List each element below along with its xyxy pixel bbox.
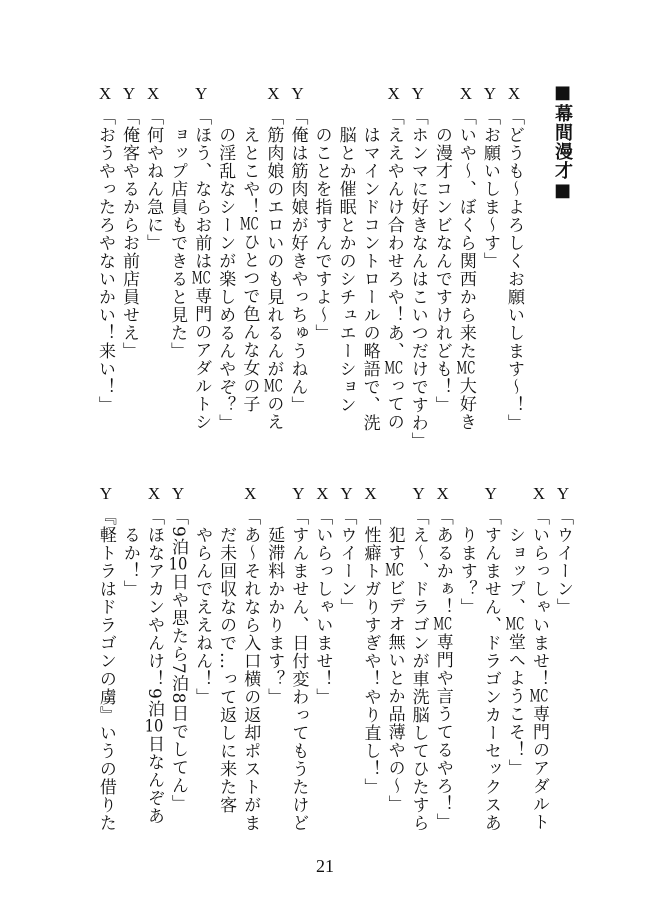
speaker-label: X: [364, 484, 377, 503]
dialogue-text: 「どうも〜よろしくお願いします〜！」: [504, 108, 524, 432]
page-number: 21: [316, 856, 334, 876]
dialogue-text: 脳とか催眠とかのシチュエーション: [335, 126, 356, 414]
dialogue-text: 「いや〜、ぼくら関西から来たMC大好き: [455, 108, 476, 431]
dialogue-text: 「ほなアカンやんけ！9泊10日なんぞあ: [143, 508, 164, 825]
dialogue-text: 「俺は筋肉娘が好きやっちゅうねん」: [287, 108, 308, 414]
dialogue-text: 「ホンマに好きなんはこいつだけですわ」: [407, 108, 428, 450]
dialogue-text: ります？」: [456, 526, 477, 616]
dialogue-text: 「お願いしま〜す」: [479, 108, 500, 270]
section-heading: ■幕間漫才■: [552, 82, 573, 202]
speaker-label: X: [267, 84, 280, 103]
dialogue-text: だ未回収なので…って返しに来た客: [216, 526, 237, 814]
dialogue-text: はマインドコントロールの略語で、洗: [359, 126, 380, 432]
speaker-label: X: [387, 84, 400, 103]
dialogue-text: の漫才コンビなんですけれども！」: [431, 126, 452, 414]
speaker-label: Y: [292, 484, 305, 503]
dialogue-text: 「え〜、ドラゴンが車洗脳してひたすら: [408, 508, 429, 832]
dialogue-text: るか！」: [119, 526, 140, 598]
dialogue-text: 「おうやったろやないかい！来い！」: [94, 108, 115, 414]
dialogue-text: のことを指すんですよ〜」: [311, 126, 332, 342]
dialogue-text: 犯すMCビデオ無いとか品薄やの〜」: [384, 526, 405, 813]
dialogue-text: やらんでええねん！」: [192, 526, 213, 706]
speaker-label: Y: [556, 484, 570, 503]
speaker-label: Y: [291, 84, 304, 103]
dialogue-text: 「ほう、ならお前はMC専門のアダルトシ: [191, 108, 212, 431]
speaker-label: Y: [484, 484, 497, 503]
dialogue-text: 延滞料かかります？」: [264, 526, 285, 706]
speaker-label: X: [532, 484, 546, 503]
speaker-label: X: [436, 484, 449, 503]
dialogue-text: 「いらっしゃいませ！MC専門のアダルト: [528, 508, 549, 831]
dialogue-text: 「あるかぁ！MC専門や言うてるやろ！」: [432, 508, 453, 831]
dialogue-text: 「9泊10日や思たら7泊8日でしてん」: [168, 508, 189, 813]
speaker-label: Y: [483, 84, 497, 103]
speaker-label: Y: [412, 484, 425, 503]
speaker-label: X: [147, 484, 161, 503]
dialogue-text: の淫乱なシーンが楽しめるんやぞ？」: [215, 126, 236, 432]
dialogue-text: えとこや！MCひとつで色んな女の子: [239, 126, 260, 413]
dialogue-text: 「何やねん急に」: [143, 108, 164, 252]
speaker-label: X: [507, 84, 521, 103]
speaker-label: X: [98, 84, 112, 103]
dialogue-text: 「あ〜それなら入口横の返却ポストがま: [240, 508, 261, 832]
dialogue-text: ョップ店員もできると見た」: [167, 126, 188, 360]
speaker-label: Y: [122, 84, 136, 103]
dialogue-text: 「筋肉娘のエロいのも見れるんがMCのえ: [263, 108, 284, 431]
speaker-label: X: [316, 484, 329, 503]
dialogue-text: 「性癖トガりすぎや！やり直し！」: [360, 508, 381, 796]
dialogue-text: 「すんません、日付変わってもうたけど: [288, 508, 309, 832]
dialogue-text: 「俺客やるからお前店員せえ」: [119, 108, 140, 360]
speaker-label: X: [146, 84, 160, 103]
speaker-label: Y: [340, 484, 353, 503]
speaker-label: X: [459, 84, 473, 103]
dialogue-text: 「ええやんけ合わせろや！あ、MCっての: [383, 108, 404, 431]
dialogue-text: 「すんません、ドラゴンカーセックスあ: [480, 508, 501, 832]
speaker-label: Y: [171, 484, 185, 503]
speaker-label: Y: [195, 84, 208, 103]
dialogue-text: 「いらっしゃいませ！」: [312, 508, 333, 706]
speaker-label: Y: [99, 484, 112, 503]
speaker-label: Y: [411, 84, 424, 103]
dialogue-text: 「ウイーン」: [336, 508, 357, 616]
dialogue-text: 『軽トラはドラゴンの虜』いうの借りた: [95, 508, 116, 832]
speaker-label: X: [244, 484, 257, 503]
dialogue-text: ショップ、MC堂へようこそ！」: [504, 526, 525, 777]
dialogue-text: 「ウイーン」: [553, 508, 573, 616]
